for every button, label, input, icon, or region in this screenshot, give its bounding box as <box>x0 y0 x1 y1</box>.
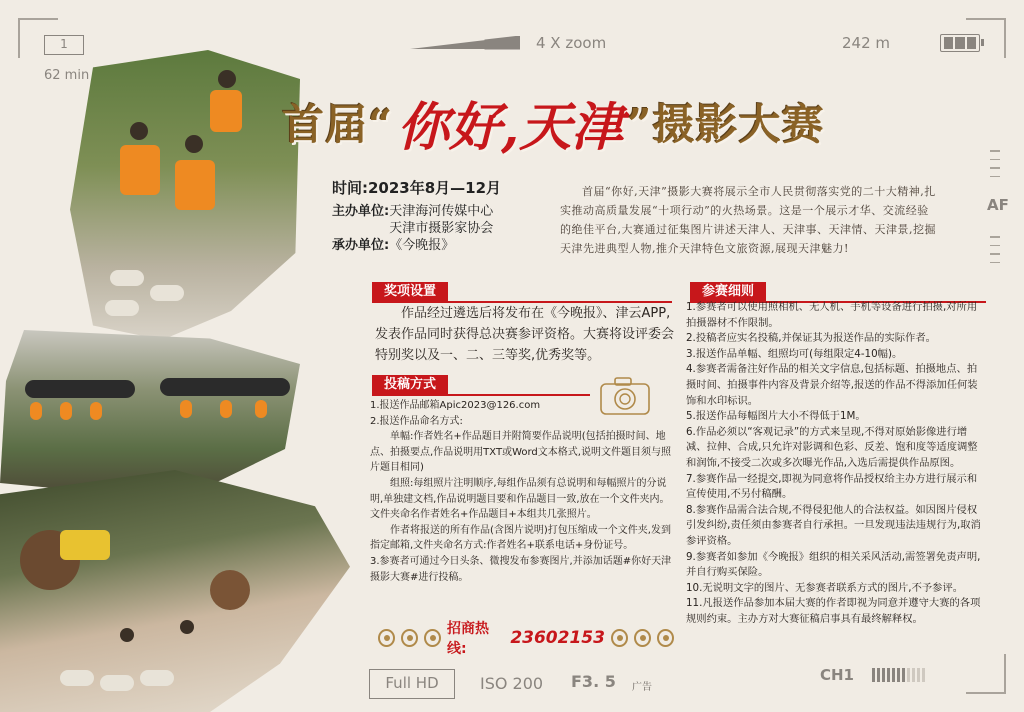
frame-counter: 1 <box>44 35 84 55</box>
submission-item: 1.报送作品邮箱Apic2023@126.com <box>370 400 541 411</box>
level-meter-icon <box>872 668 925 682</box>
rules-text <box>686 300 986 627</box>
event-info <box>332 180 572 254</box>
host-label: 主办单位: <box>332 204 390 219</box>
photo-rescue-workers <box>70 50 300 340</box>
rule-item: 3.报送作品单幅、组照均可(每组限定4-10幅)。 <box>686 347 903 360</box>
zoom-readout: 4 X zoom <box>536 34 607 52</box>
duration-readout: 62 min <box>44 68 90 83</box>
ornament-icon <box>401 629 418 647</box>
section-divider <box>372 394 590 396</box>
time-label: 时间: <box>332 179 368 197</box>
iso-readout: ISO 200 <box>480 674 544 693</box>
intro-paragraph: 首届“你好,天津”摄影大赛将展示全市人民贯彻落实党的二十大精神,扎实推动高质量发展“十项行动”的火热场景。这是一个展示才华、交流经验的绝佳平台,大赛通过征集图片讲述天津人、天津事、天津情、天津景,挖掘天津先进典型人物,推介天津特色文旅资源,展现天津魅力! <box>560 185 936 255</box>
hotline-number: 23602153 <box>510 628 605 648</box>
rule-item: 7.参赛作品一经提交,即视为同意将作品授权给主办方进行展示和宣传使用,不另付稿酬。 <box>686 472 978 501</box>
ornament-icon <box>378 629 395 647</box>
title-prefix: 首届“ <box>282 100 394 149</box>
poster-title <box>282 82 952 162</box>
host-org-1: 天津海河传媒中心 <box>389 204 494 219</box>
hotline-bar <box>378 618 674 658</box>
resolution-badge: Full HD <box>369 669 455 699</box>
ornament-icon <box>634 629 651 647</box>
submission-item: 3.参赛者可通过今日头条、微搜发布参赛图片,并添加话题#你好天津摄影大赛#进行投稿。 <box>370 555 672 583</box>
hotline-label: 招商热线: <box>447 621 490 657</box>
rule-item: 2.投稿者应实名投稿,并保证其为报送作品的实际作者。 <box>686 332 936 345</box>
aperture-readout: F3. 5 <box>571 672 616 691</box>
ornament-icon <box>424 629 441 647</box>
rule-item: 6.作品必须以“客观记录”的方式来呈现,不得对原始影像进行增减、拉伸、合成,只允许对影调和色彩、反差、饱和度等适度调整和润饰,不接受二次或多次曝光作品,入选后需提供作品原图。 <box>686 425 978 469</box>
submission-item: 单幅:作者姓名+作品题目并附简要作品说明(包括拍摄时间、地点、拍摄要点,作品说明用TXT或Word文本格式,说明文件题目须与照片题目相同) <box>370 431 671 474</box>
ad-label: 广告 <box>632 682 652 693</box>
host-value <box>389 203 572 237</box>
title-highlight: 你好,天津 <box>397 96 624 158</box>
rule-item: 9.参赛者如参加《今晚报》组织的相关采风活动,需签署免责声明,并自行购买保险。 <box>686 550 981 579</box>
title-suffix: ”摄影大赛 <box>627 100 825 149</box>
ornament-icon <box>611 629 628 647</box>
rule-item: 8.参赛作品需合法合规,不得侵犯他人的合法权益。如因图片侵权引发纠纷,责任须由参赛者自行承担。一旦发现违法违规行为,取消参评资格。 <box>686 503 981 547</box>
channel-indicator: CH1 <box>820 666 854 684</box>
submission-heading: 投稿方式 <box>372 375 448 395</box>
rule-item: 11.凡报送作品参加本届大赛的作者即视为同意并遵守大赛的各项规则约束。主办方对大赛征稿启事具有最终解释权。 <box>686 597 981 625</box>
organizer-value: 《今晚报》 <box>389 238 455 253</box>
scale-ticks <box>990 150 1004 184</box>
rule-item: 5.报送作品每幅图片大小不得低于1M。 <box>686 410 866 423</box>
organizer-label: 承办单位: <box>332 238 390 253</box>
ornament-icon <box>657 629 674 647</box>
submission-item: 2.报送作品命名方式: <box>370 415 463 427</box>
rules-heading: 参赛细则 <box>690 282 766 302</box>
awards-heading: 奖项设置 <box>372 282 448 302</box>
battery-icon <box>940 34 980 52</box>
distance-readout: 242 m <box>842 34 891 52</box>
rule-item: 1.参赛者可以使用照相机、无人机、手机等设备进行拍摄,对所用拍摄器材不作限制。 <box>686 301 978 329</box>
rule-item: 4.参赛者需备注好作品的相关文字信息,包括标题、拍摄地点、拍摄时间、拍摄事件内容及背景介绍等,报送的作品不得添加任何装饰和水印标识。 <box>686 363 978 407</box>
af-indicator: AF <box>987 196 1009 214</box>
viewfinder-corner <box>966 654 1006 694</box>
host-org-2: 天津市摄影家协会 <box>389 221 494 236</box>
submission-text <box>370 398 675 585</box>
zoom-indicator-icon <box>410 36 520 50</box>
photo-sandbag-soldiers <box>0 470 350 712</box>
awards-text: 作品经过遴选后将发布在《今晚报》、津云APP,发表作品同时获得总决赛参评资格。大赛将设评委会特别奖以及一、二、三等奖,优秀奖等。 <box>375 306 675 363</box>
submission-item: 作者将报送的所有作品(含图片说明)打包压缩成一个文件夹,发到指定邮箱,文件夹命名方式:作者姓名+联系电话+身份证号。 <box>370 524 671 552</box>
rule-item: 10.无说明文字的图片、无参赛者联系方式的图片,不予参评。 <box>686 581 964 594</box>
scale-ticks <box>990 236 1004 270</box>
time-value: 2023年8月—12月 <box>368 179 502 197</box>
submission-item: 组照:每组照片注明顺序,每组作品须有总说明和每幅照片的分说明,单独建文档,作品说明题目要和作品题目一致,放在一个文件夹内。文件夹命名作者姓名+作品题目+本组共几张照片。 <box>370 477 670 521</box>
